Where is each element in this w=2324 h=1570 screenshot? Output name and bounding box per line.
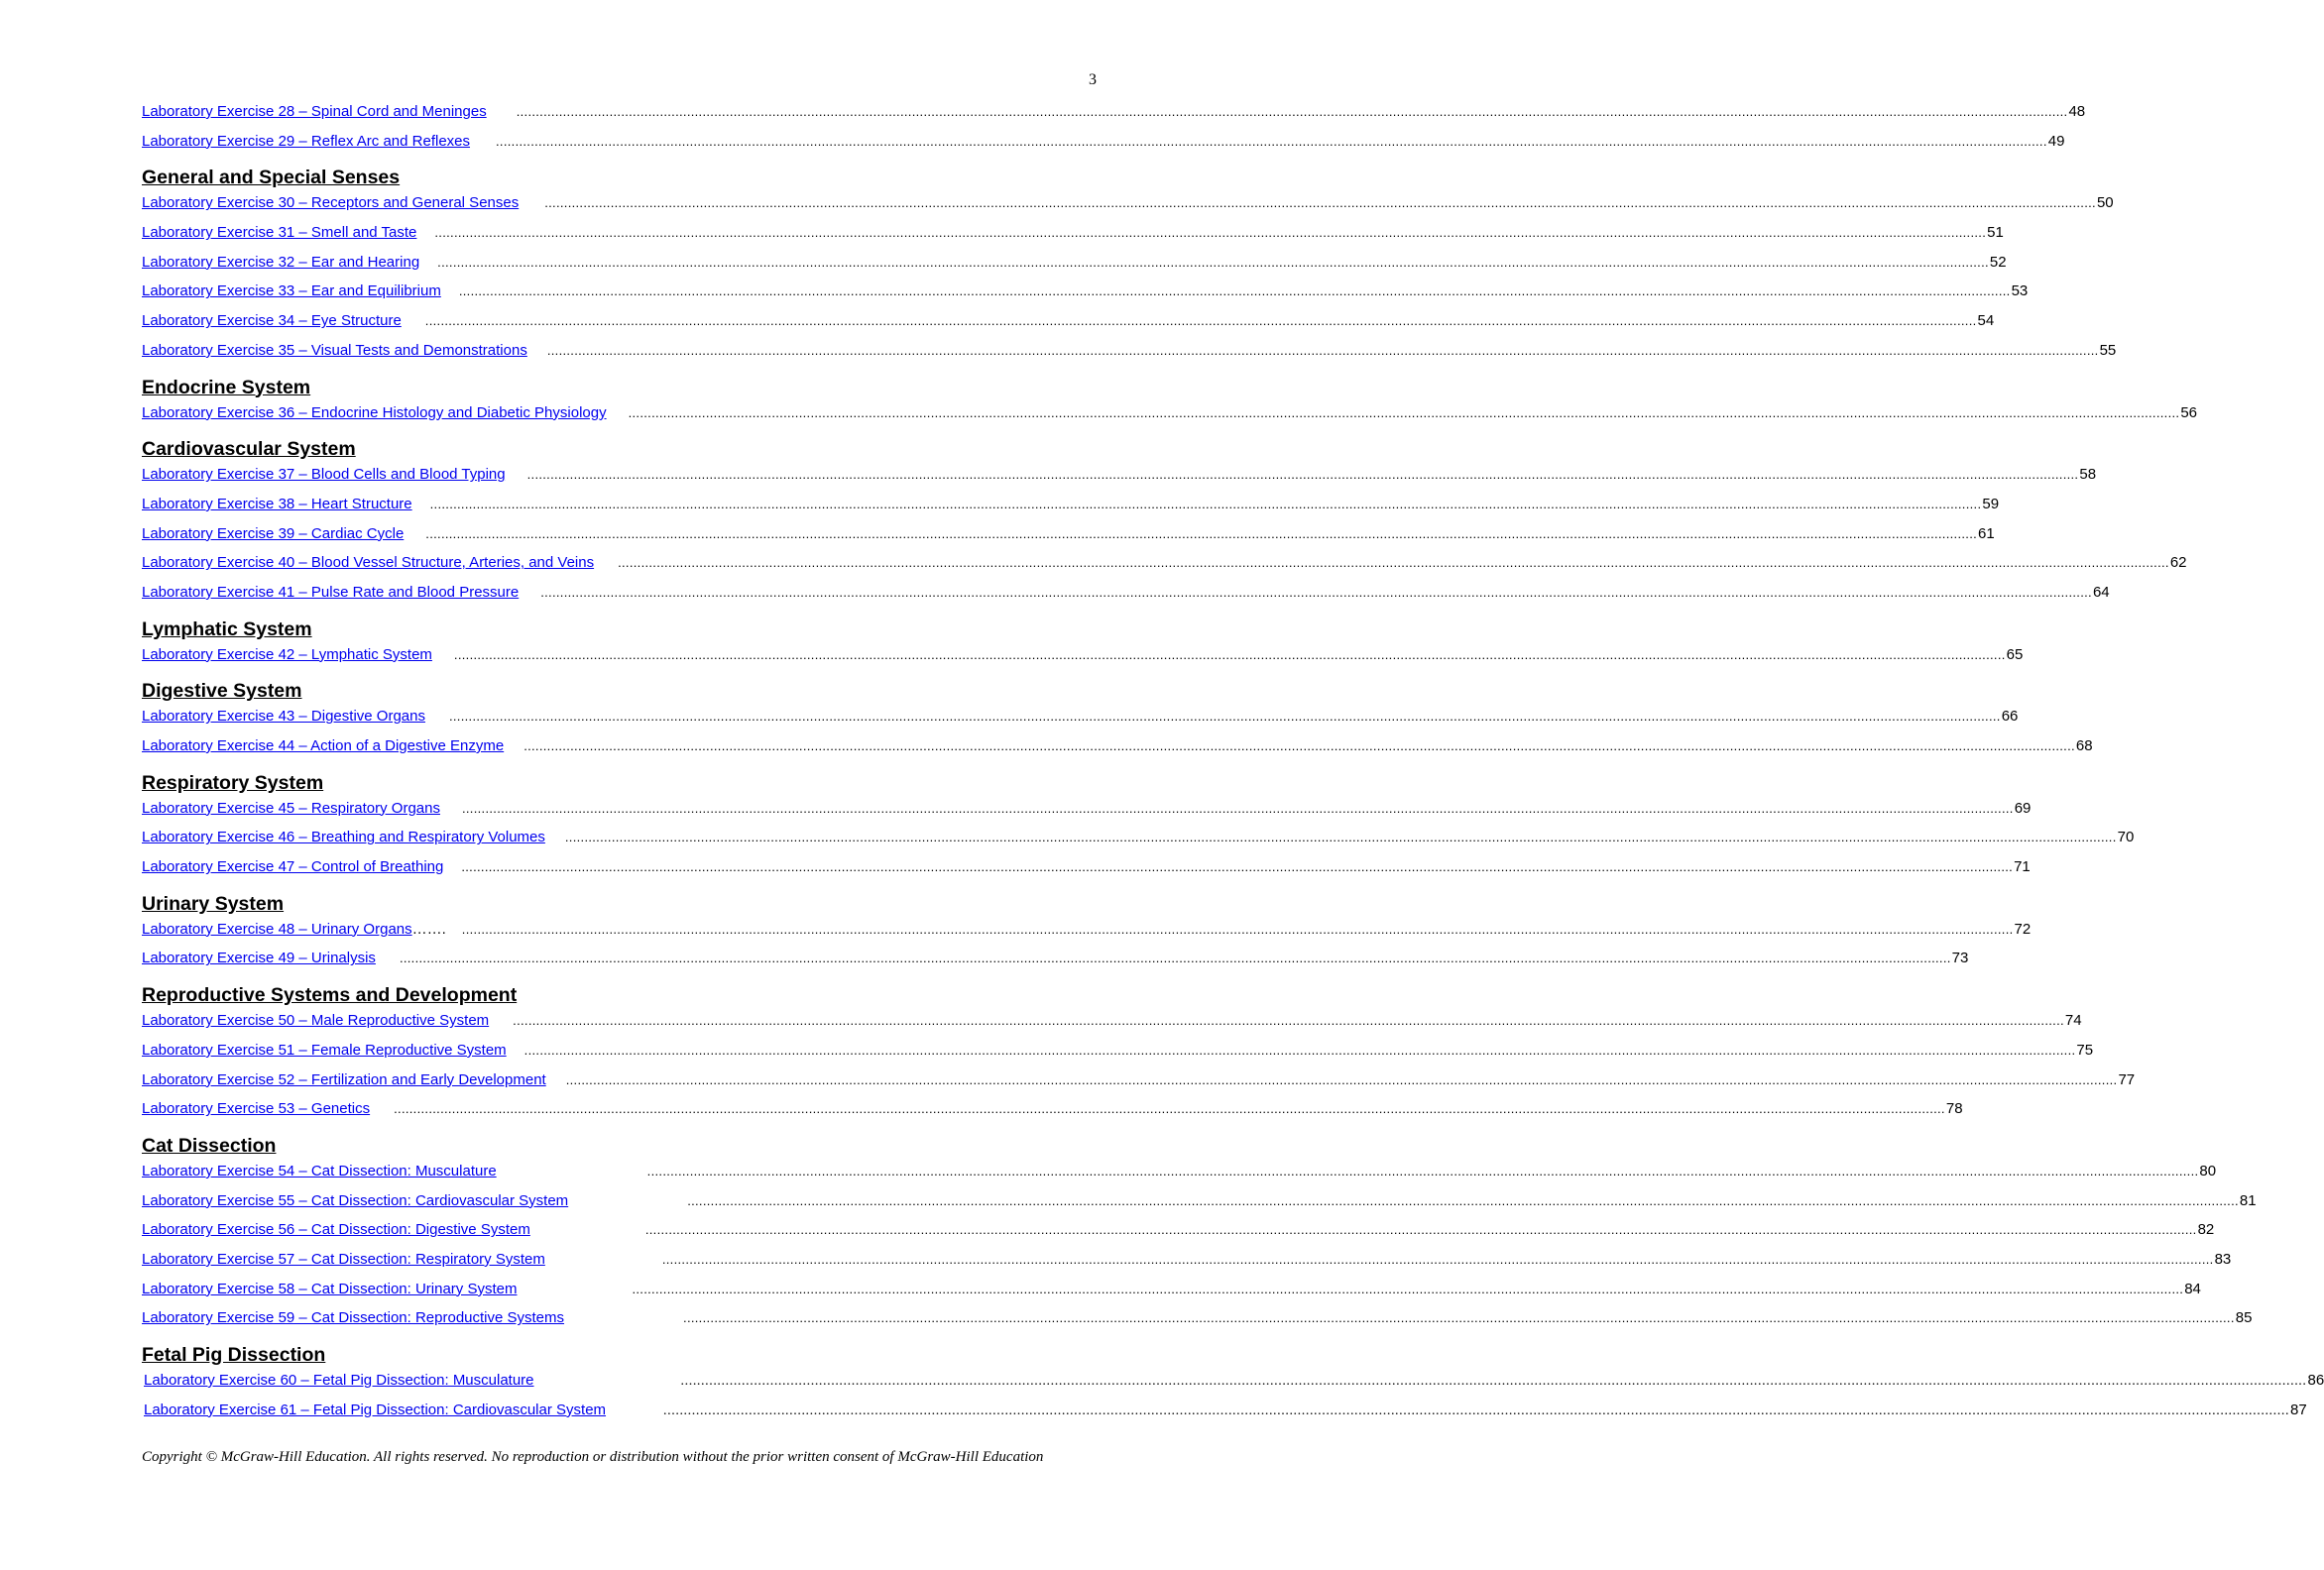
- toc-entry-link[interactable]: Laboratory Exercise 58 – Cat Dissection: Urinary System: [142, 1280, 518, 1297]
- toc-entry: [142, 1280, 2201, 1310]
- toc-entry-link[interactable]: Laboratory Exercise 49 – Urinalysis: [142, 950, 376, 967]
- toc-entry-link[interactable]: Laboratory Exercise 30 – Receptors and General Senses: [142, 194, 520, 212]
- toc-entry: [142, 253, 2007, 283]
- toc-entry-suffix: …….: [411, 920, 446, 938]
- page-number: 3: [1089, 71, 1097, 88]
- toc-entry-link[interactable]: Laboratory Exercise 45 – Respiratory Organs: [142, 799, 440, 817]
- toc-entry-link[interactable]: Laboratory Exercise 42 – Lymphatic System: [142, 645, 432, 663]
- dot-leader: ................................................................................................................................................................................................................................................................................................................................................................................................................: [429, 496, 1982, 511]
- section-heading: Respiratory System: [142, 771, 324, 794]
- toc-entry: [142, 737, 2093, 767]
- toc-entry-link[interactable]: Laboratory Exercise 36 – Endocrine Histology and Diabetic Physiology: [142, 403, 607, 421]
- toc-entry-page-number: 48: [2068, 103, 2086, 120]
- dot-leader: ................................................................................................................................................................................................................................................................................................................................................................................................................: [680, 1374, 2307, 1389]
- toc-entry-link[interactable]: Laboratory Exercise 50 – Male Reproductive System: [142, 1012, 490, 1030]
- toc-entry-page-number: 69: [2014, 799, 2032, 817]
- section-heading: Cardiovascular System: [142, 438, 356, 461]
- toc-entry: [142, 1372, 2324, 1402]
- toc-entry-link[interactable]: Laboratory Exercise 38 – Heart Structure: [142, 495, 412, 512]
- dot-leader: ................................................................................................................................................................................................................................................................................................................................................................................................................: [434, 225, 1987, 241]
- toc-entry: [142, 132, 2065, 163]
- toc-entry: [142, 194, 2114, 224]
- toc-entry-page-number: 55: [2099, 341, 2117, 359]
- dot-leader: ................................................................................................................................................................................................................................................................................................................................................................................................................: [496, 133, 2047, 149]
- toc-entry-page-number: 58: [2079, 466, 2097, 484]
- toc-entry-link[interactable]: Laboratory Exercise 33 – Ear and Equilibrium: [142, 282, 441, 300]
- toc-entry-link[interactable]: Laboratory Exercise 48 – Urinary Organs: [142, 920, 412, 938]
- toc-entry-page-number: 84: [2184, 1280, 2201, 1297]
- toc-entry-page-number: 83: [2214, 1250, 2232, 1268]
- toc-entry-link[interactable]: Laboratory Exercise 43 – Digestive Organs: [142, 708, 425, 726]
- section-heading: General and Special Senses: [142, 167, 401, 189]
- toc-entry-page-number: 52: [1989, 253, 2007, 271]
- dot-leader: ................................................................................................................................................................................................................................................................................................................................................................................................................: [394, 1101, 1945, 1117]
- dot-leader: ................................................................................................................................................................................................................................................................................................................................................................................................................: [458, 283, 2011, 299]
- dot-leader: ................................................................................................................................................................................................................................................................................................................................................................................................................: [425, 525, 1978, 541]
- dot-leader: ................................................................................................................................................................................................................................................................................................................................................................................................................: [461, 800, 2014, 816]
- toc-entry-link[interactable]: Laboratory Exercise 46 – Breathing and Respiratory Volumes: [142, 829, 545, 846]
- copyright-footer: Copyright © McGraw-Hill Education. All rights reserved. No reproduction or distribution without the prior written consent of McGraw-Hill Education: [142, 1449, 1044, 1465]
- dot-leader: ................................................................................................................................................................................................................................................................................................................................................................................................................: [523, 1042, 2076, 1058]
- dot-leader: ................................................................................................................................................................................................................................................................................................................................................................................................................: [461, 859, 2014, 875]
- toc-entry-page-number: 66: [2001, 708, 2019, 726]
- toc-entry-link[interactable]: Laboratory Exercise 41 – Pulse Rate and Blood Pressure: [142, 583, 520, 601]
- dot-leader: ................................................................................................................................................................................................................................................................................................................................................................................................................: [632, 1281, 2184, 1296]
- toc-entry: [142, 403, 2198, 434]
- toc-entry-link[interactable]: Laboratory Exercise 29 – Reflex Arc and Reflexes: [142, 132, 471, 150]
- toc-entry: [142, 466, 2097, 496]
- dot-leader: ................................................................................................................................................................................................................................................................................................................................................................................................................: [540, 584, 2092, 600]
- toc-entry: [142, 1309, 2253, 1339]
- toc-entry-page-number: 65: [2006, 645, 2024, 663]
- toc-entry: [142, 799, 2032, 830]
- toc-entry-link[interactable]: Laboratory Exercise 56 – Cat Dissection: Digestive System: [142, 1221, 530, 1239]
- dot-leader: ................................................................................................................................................................................................................................................................................................................................................................................................................: [461, 921, 2014, 937]
- toc-entry: [142, 1191, 2257, 1222]
- toc-entry-page-number: 72: [2014, 920, 2032, 938]
- section-heading: Fetal Pig Dissection: [142, 1344, 326, 1366]
- toc-entry-page-number: 70: [2117, 829, 2135, 846]
- toc-entry: [142, 1100, 1963, 1130]
- section-heading: Lymphatic System: [142, 617, 312, 640]
- toc-entry: [142, 1221, 2215, 1251]
- toc-entry-page-number: 74: [2064, 1012, 2082, 1030]
- dot-leader: ................................................................................................................................................................................................................................................................................................................................................................................................................: [424, 313, 1977, 329]
- dot-leader: ................................................................................................................................................................................................................................................................................................................................................................................................................: [516, 104, 2068, 119]
- dot-leader: ................................................................................................................................................................................................................................................................................................................................................................................................................: [687, 1192, 2239, 1208]
- dot-leader: ................................................................................................................................................................................................................................................................................................................................................................................................................: [546, 342, 2099, 358]
- toc-entry-page-number: 81: [2239, 1191, 2257, 1209]
- toc-entry: [142, 583, 2110, 614]
- dot-leader: ................................................................................................................................................................................................................................................................................................................................................................................................................: [564, 830, 2117, 845]
- toc-entry: [142, 1162, 2217, 1192]
- toc-entry: [142, 920, 2032, 951]
- dot-leader: ................................................................................................................................................................................................................................................................................................................................................................................................................: [437, 254, 1989, 270]
- toc-entry-page-number: 61: [1978, 524, 1995, 542]
- dot-leader: ................................................................................................................................................................................................................................................................................................................................................................................................................: [399, 951, 1951, 966]
- toc-entry: [142, 224, 2004, 254]
- toc-entry-link[interactable]: Laboratory Exercise 34 – Eye Structure: [142, 312, 402, 330]
- toc-entry: [142, 1250, 2232, 1281]
- toc-entry-link[interactable]: Laboratory Exercise 31 – Smell and Taste: [142, 224, 417, 242]
- toc-entry: [142, 103, 2086, 133]
- toc-entry-page-number: 73: [1951, 950, 1969, 967]
- toc-entry-page-number: 49: [2047, 132, 2065, 150]
- toc-entry-link[interactable]: Laboratory Exercise 54 – Cat Dissection: Musculature: [142, 1162, 497, 1179]
- toc-entry: [142, 341, 2117, 372]
- dot-leader: ................................................................................................................................................................................................................................................................................................................................................................................................................: [523, 738, 2075, 753]
- dot-leader: ................................................................................................................................................................................................................................................................................................................................................................................................................: [661, 1251, 2214, 1267]
- toc-entry-link[interactable]: Laboratory Exercise 60 – Fetal Pig Dissection: Musculature: [144, 1372, 534, 1389]
- toc-entry-page-number: 71: [2014, 858, 2031, 876]
- toc-entry: [142, 645, 2024, 676]
- toc-entry: [142, 829, 2135, 858]
- toc-entry-link[interactable]: Laboratory Exercise 32 – Ear and Hearing: [142, 253, 420, 271]
- toc-entry-page-number: 80: [2199, 1162, 2217, 1179]
- section-heading: Cat Dissection: [142, 1134, 277, 1157]
- toc-entry: [142, 524, 1995, 555]
- section-heading: Urinary System: [142, 892, 285, 915]
- toc-entry: [142, 708, 2019, 737]
- toc-entry-page-number: 64: [2092, 583, 2110, 601]
- section-heading: Endocrine System: [142, 376, 311, 398]
- toc-entry-link[interactable]: Laboratory Exercise 35 – Visual Tests and Demonstrations: [142, 341, 527, 359]
- section-heading: Reproductive Systems and Development: [142, 984, 518, 1007]
- dot-leader: ................................................................................................................................................................................................................................................................................................................................................................................................................: [646, 1163, 2199, 1178]
- toc-entry: [142, 282, 2029, 312]
- toc-entry-link[interactable]: Laboratory Exercise 39 – Cardiac Cycle: [142, 524, 405, 542]
- toc-entry-link[interactable]: Laboratory Exercise 57 – Cat Dissection: Respiratory System: [142, 1250, 545, 1268]
- toc-entry-page-number: 86: [2307, 1372, 2324, 1389]
- toc-entry-page-number: 62: [2169, 554, 2187, 572]
- toc-entry-page-number: 75: [2076, 1041, 2094, 1059]
- toc-entry-link[interactable]: Laboratory Exercise 53 – Genetics: [142, 1100, 371, 1118]
- toc-entry-page-number: 77: [2118, 1070, 2136, 1088]
- dot-leader: ................................................................................................................................................................................................................................................................................................................................................................................................................: [526, 467, 2079, 483]
- toc-entry-link[interactable]: Laboratory Exercise 44 – Action of a Digestive Enzyme: [142, 737, 505, 754]
- section-heading: Digestive System: [142, 680, 302, 703]
- dot-leader: ................................................................................................................................................................................................................................................................................................................................................................................................................: [618, 555, 2169, 571]
- toc-entry-page-number: 53: [2011, 282, 2029, 300]
- dot-leader: ................................................................................................................................................................................................................................................................................................................................................................................................................: [663, 1402, 2290, 1418]
- toc-entry-page-number: 56: [2180, 403, 2198, 421]
- toc-entry-link[interactable]: Laboratory Exercise 28 – Spinal Cord and Meninges: [142, 103, 487, 120]
- toc-entry: [142, 1041, 2094, 1071]
- toc-entry-link[interactable]: Laboratory Exercise 51 – Female Reproductive System: [142, 1041, 507, 1059]
- dot-leader: ................................................................................................................................................................................................................................................................................................................................................................................................................: [448, 709, 2001, 725]
- dot-leader: ................................................................................................................................................................................................................................................................................................................................................................................................................: [644, 1222, 2197, 1238]
- table-of-contents: [142, 103, 2324, 1430]
- dot-leader: ................................................................................................................................................................................................................................................................................................................................................................................................................: [628, 404, 2180, 420]
- toc-entry: [142, 554, 2187, 584]
- toc-entry-link[interactable]: Laboratory Exercise 52 – Fertilization and Early Development: [142, 1070, 546, 1088]
- toc-entry-link[interactable]: Laboratory Exercise 47 – Control of Breathing: [142, 858, 444, 876]
- toc-entry-page-number: 85: [2235, 1309, 2253, 1327]
- toc-entry-link[interactable]: Laboratory Exercise 59 – Cat Dissection: Reproductive Systems: [142, 1309, 565, 1327]
- toc-entry-page-number: 78: [1945, 1100, 1963, 1118]
- dot-leader: ................................................................................................................................................................................................................................................................................................................................................................................................................: [453, 646, 2006, 662]
- toc-entry-page-number: 87: [2290, 1401, 2307, 1418]
- toc-entry: [142, 1401, 2307, 1431]
- toc-entry-link[interactable]: Laboratory Exercise 37 – Blood Cells and Blood Typing: [142, 466, 506, 484]
- toc-entry-link[interactable]: Laboratory Exercise 61 – Fetal Pig Dissection: Cardiovascular System: [144, 1401, 607, 1418]
- toc-entry-link[interactable]: Laboratory Exercise 40 – Blood Vessel Structure, Arteries, and Veins: [142, 554, 595, 572]
- toc-entry-page-number: 50: [2096, 194, 2114, 212]
- toc-entry: [142, 495, 2000, 525]
- toc-entry: [142, 858, 2031, 888]
- toc-entry-page-number: 54: [1977, 312, 1995, 330]
- toc-entry-page-number: 59: [1982, 495, 2000, 512]
- toc-entry-page-number: 51: [1987, 224, 2004, 242]
- toc-entry-link[interactable]: Laboratory Exercise 55 – Cat Dissection: Cardiovascular System: [142, 1191, 569, 1209]
- toc-entry: [142, 950, 1969, 979]
- dot-leader: ................................................................................................................................................................................................................................................................................................................................................................................................................: [683, 1310, 2235, 1326]
- toc-entry: [142, 1012, 2082, 1042]
- toc-entry: [142, 1070, 2136, 1101]
- dot-leader: ................................................................................................................................................................................................................................................................................................................................................................................................................: [565, 1071, 2118, 1087]
- dot-leader: ................................................................................................................................................................................................................................................................................................................................................................................................................: [544, 195, 2096, 211]
- toc-entry-page-number: 82: [2197, 1221, 2215, 1239]
- toc-entry: [142, 312, 1995, 342]
- dot-leader: ................................................................................................................................................................................................................................................................................................................................................................................................................: [513, 1013, 2064, 1029]
- toc-entry-page-number: 68: [2075, 737, 2093, 754]
